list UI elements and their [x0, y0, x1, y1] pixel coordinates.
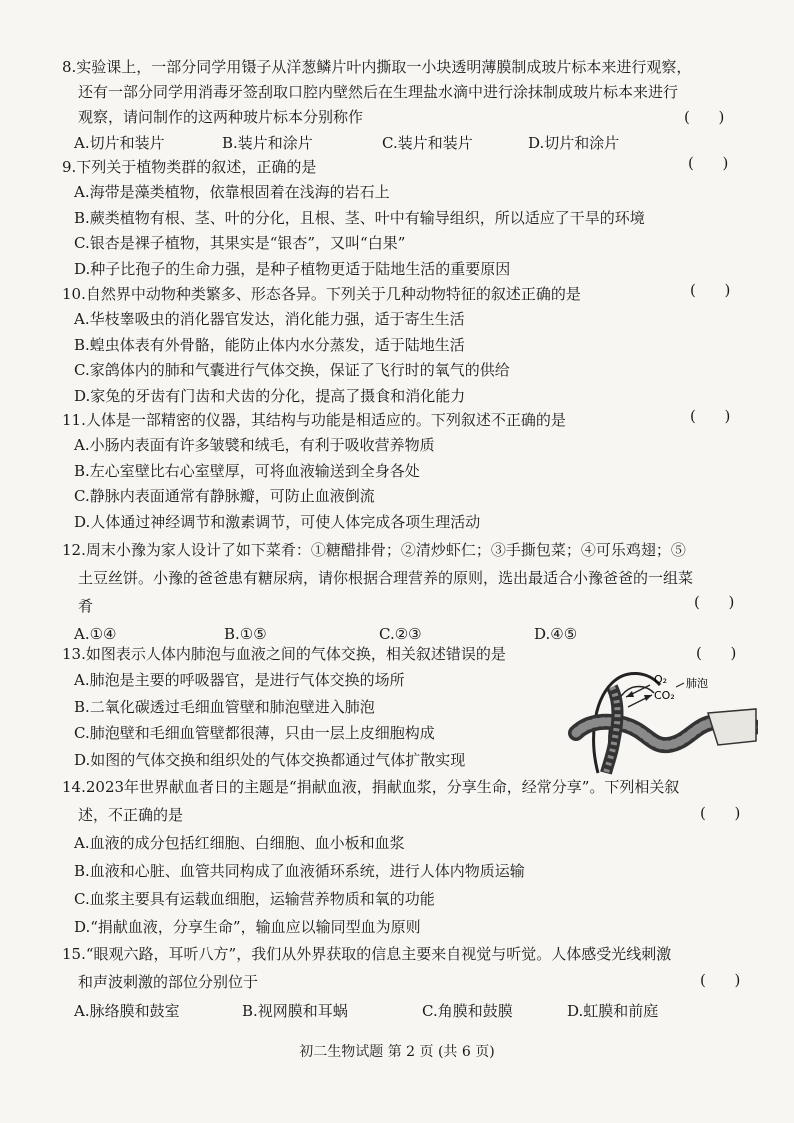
question-15-option-a[interactable]: A.脉络膜和鼓室 [74, 1002, 180, 1020]
question-10-option-a[interactable]: A.华枝睾吸虫的消化器官发达，消化能力强，适于寄生生活 [74, 310, 465, 328]
question-13-option-c[interactable]: C.肺泡壁和毛细血管壁都很薄，只由一层上皮细胞构成 [74, 724, 435, 742]
question-10-option-d[interactable]: D.家兔的牙齿有门齿和犬齿的分化，提高了摄食和消化能力 [74, 386, 466, 405]
question-8-stem-line-3: 观察，请问制作的这两种玻片标本分别称作 [78, 108, 364, 126]
question-9 [62, 155, 752, 282]
question-15-answer-blank[interactable]: ( ) [700, 971, 741, 989]
question-14-stem-line-2: 述，不正确的是 [78, 806, 184, 824]
question-8-answer-blank[interactable]: ( ) [684, 108, 725, 126]
question-14-stem-line-1: 14.2023年世界献血者日的主题是“捐献血液，捐献血浆，分享生命，经常分享”。下列相关叙 [62, 778, 680, 796]
o2-arrow-head [626, 691, 634, 697]
question-9-option-c[interactable]: C.银杏是裸子植物，其果实是“银杏”，又叫“白果” [74, 234, 406, 252]
question-14-option-c[interactable]: C.血浆主要具有运载血细胞，运输营养物质和氧的功能 [74, 890, 435, 908]
question-12-answer-blank[interactable]: ( ) [694, 593, 735, 611]
question-15-stem-line-1: 15.“眼观六路，耳听八方”，我们从外界获取的信息主要来自视觉与听觉。人体感受光线刺激 [62, 945, 672, 963]
question-14-option-a[interactable]: A.血液的成分包括红细胞、白细胞、血小板和血浆 [74, 834, 405, 852]
question-15-option-c[interactable]: C.角膜和鼓膜 [422, 1002, 513, 1020]
question-10-stem: 10.自然界中动物种类繁多、形态各异。下列关于几种动物特征的叙述正确的是 [62, 285, 581, 303]
question-11 [62, 408, 752, 535]
question-13-answer-blank[interactable]: ( ) [696, 644, 737, 662]
question-10-option-b[interactable]: B.蝗虫体表有外骨骼，能防止体内水分蒸发，适于陆地生活 [74, 335, 465, 354]
alveolus-label-pointer [676, 683, 684, 687]
question-13-option-b[interactable]: B.二氧化碳透过毛细血管壁和肺泡壁进入肺泡 [74, 697, 375, 716]
question-15 [62, 940, 752, 1026]
question-8 [62, 55, 752, 156]
question-8-option-d[interactable]: D.切片和涂片 [528, 134, 620, 152]
question-15-option-d[interactable]: D.虹膜和前庭 [567, 1002, 659, 1020]
question-11-option-a[interactable]: A.小肠内表面有许多皱襞和绒毛，有利于吸收营养物质 [74, 436, 435, 454]
question-12-stem-line-3: 肴 [78, 597, 94, 615]
question-9-stem: 9.下列关于植物类群的叙述，正确的是 [62, 158, 317, 176]
alveolus-label: 肺泡 [686, 677, 708, 690]
question-9-option-a[interactable]: A.海带是藻类植物，依靠根固着在浅海的岩石上 [74, 183, 390, 201]
question-14 [62, 773, 752, 941]
question-12-option-a[interactable]: A.①④ [74, 625, 117, 643]
question-14-option-b[interactable]: B.血液和心脏、血管共同构成了血液循环系统，进行人体内物质运输 [74, 862, 525, 880]
question-11-option-c[interactable]: C.静脉内表面通常有静脉瓣，可防止血液倒流 [74, 487, 375, 505]
question-12-option-b[interactable]: B.①⑤ [224, 625, 267, 643]
question-11-stem: 11.人体是一部精密的仪器，其结构与功能是相适应的。下列叙述不正确的是 [62, 411, 566, 429]
question-8-stem-line-2: 还有一部分同学用消毒牙签刮取口腔内壁然后在生理盐水滴中进行涂抹制成玻片标本来进行 [78, 83, 679, 101]
question-15-options [62, 996, 752, 1026]
question-12-option-d[interactable]: D.④⑤ [534, 625, 578, 643]
page-footer: 初二生物试题 第 2 页 (共 6 页) [299, 1044, 495, 1060]
question-14-option-d[interactable]: D.“捐献血液，分享生命”，输血应以输同型血为原则 [74, 918, 421, 936]
alveolus-gas-exchange-figure [568, 663, 758, 775]
question-12-stem-line-2: 土豆丝饼。小豫的爸爸患有糖尿病，请你根据合理营养的原则，选出最适合小豫爸爸的一组菜 [78, 569, 694, 587]
question-11-answer-blank[interactable]: ( ) [690, 407, 731, 425]
o2-label: O₂ [654, 673, 668, 686]
question-9-answer-blank[interactable]: ( ) [688, 154, 729, 172]
alveolus-tissue [708, 709, 756, 745]
question-15-option-b[interactable]: B.视网膜和耳蜗 [242, 1002, 348, 1020]
question-8-option-a[interactable]: A.切片和装片 [74, 134, 165, 152]
question-9-option-d[interactable]: D.种子比孢子的生命力强，是种子植物更适于陆地生活的重要原因 [74, 259, 511, 278]
co2-label: CO₂ [654, 689, 675, 702]
question-10-option-c[interactable]: C.家鸽体内的肺和气囊进行气体交换，保证了飞行时的氧气的供给 [74, 361, 510, 379]
question-8-option-b[interactable]: B.装片和涂片 [222, 134, 313, 152]
question-14-answer-blank[interactable]: ( ) [700, 804, 741, 822]
question-13-option-a[interactable]: A.肺泡是主要的呼吸器官，是进行气体交换的场所 [74, 671, 405, 689]
co2-arrow-head [644, 695, 652, 701]
question-12-stem-line-1: 12.周末小豫为家人设计了如下菜肴：①糖醋排骨；②清炒虾仁；③手撕包菜；④可乐鸡翅；⑤ [62, 541, 686, 559]
question-10 [62, 282, 752, 409]
question-8-options [62, 130, 752, 156]
question-12-option-c[interactable]: C.②③ [379, 625, 422, 643]
question-8-stem-line-1: 8.实验课上，一部分同学用镊子从洋葱鳞片叶内撕取一小块透明薄膜制成玻片标本来进行观察， [62, 58, 692, 76]
question-10-answer-blank[interactable]: ( ) [690, 281, 731, 299]
question-11-option-b[interactable]: B.左心室壁比右心室壁厚，可将血液输送到全身各处 [74, 461, 420, 480]
question-15-stem-line-2: 和声波刺激的部位分别位于 [78, 973, 259, 991]
question-13-stem: 13.如图表示人体内肺泡与血液之间的气体交换，相关叙述错误的是 [62, 645, 506, 663]
question-12 [62, 536, 752, 648]
question-11-option-d[interactable]: D.人体通过神经调节和激素调节，可使人体完成各项生理活动 [74, 512, 481, 531]
question-8-option-c[interactable]: C.装片和装片 [382, 134, 473, 152]
question-9-option-b[interactable]: B.蕨类植物有根、茎、叶的分化，且根、茎、叶中有输导组织，所以适应了干旱的环境 [74, 208, 645, 227]
question-13-option-d[interactable]: D.如图的气体交换和组织处的气体交换都通过气体扩散实现 [74, 750, 466, 769]
